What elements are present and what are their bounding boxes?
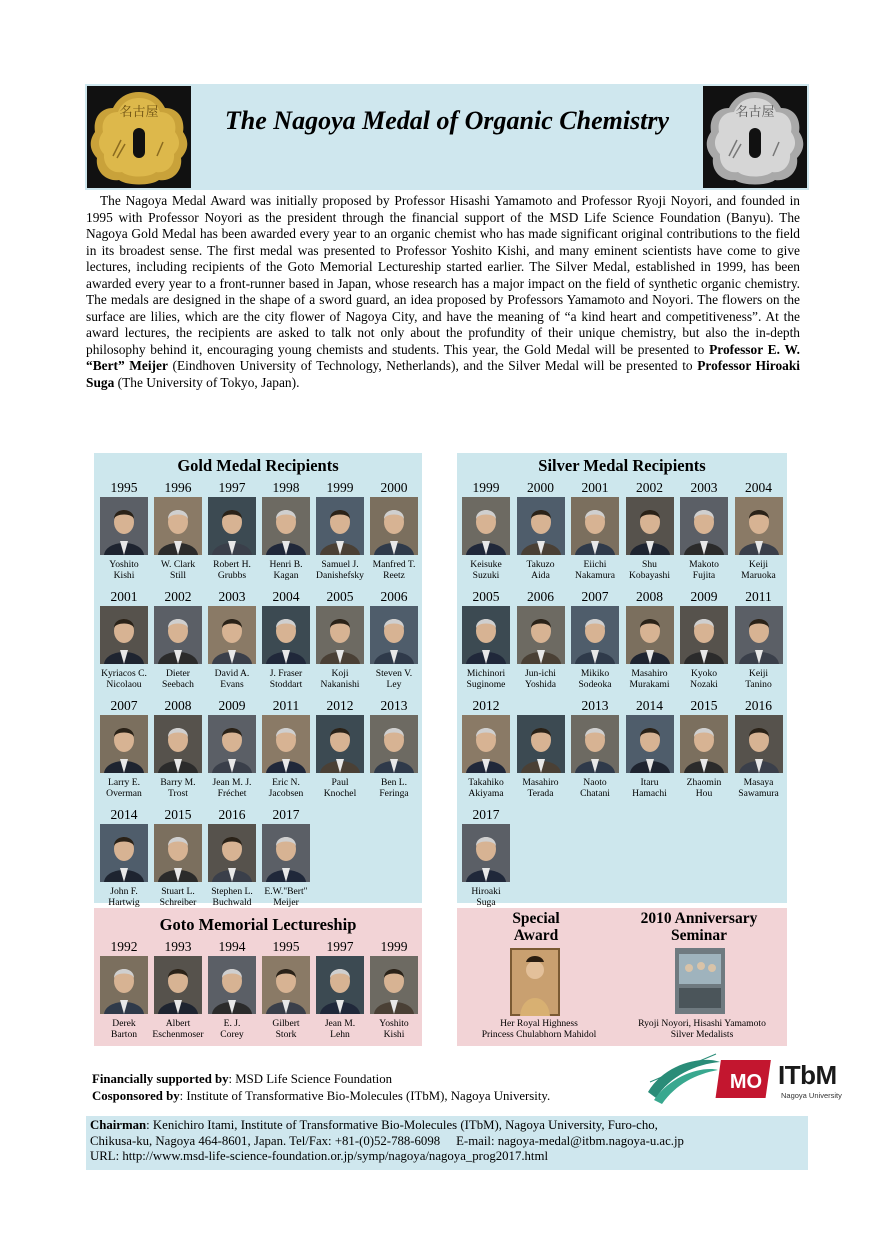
silver-recipient-name: Hiroaki Suga [471,886,501,908]
gold-recipient-portrait [100,824,148,882]
gold-recipient-year: 2011 [272,698,300,713]
silver-recipient-portrait [462,497,510,555]
silver-recipient-portrait [517,606,565,664]
goto-recipient-year: 1999 [380,939,408,954]
gold-recipient-portrait [316,606,364,664]
gold-recipient-name: David A. Evans [214,668,250,690]
silver-recipient-portrait [462,824,510,882]
silver-recipient-year: 2016 [745,698,772,713]
silver-recipient-name: Itaru Hamachi [632,777,667,799]
gold-recipient-portrait [154,606,202,664]
silver-recipient-portrait [517,715,565,773]
silver-recipient-name: Keisuke Suzuki [470,559,502,581]
gold-recipient-name: Samuel J. Danishefsky [316,559,364,581]
silver-recipient-portrait [735,715,783,773]
silver-recipient-portrait [680,606,728,664]
silver-recipient-portrait [462,606,510,664]
goto-recipient-year: 1995 [272,939,300,954]
special-panel [457,908,787,1046]
financial-support-line [92,1071,550,1088]
gold-recipient-name: Koji Nakanishi [320,668,360,690]
gold-recipient-year: 2016 [218,807,246,822]
silver-recipient-portrait [626,715,674,773]
intro-text-2: (Eindhoven University of Technology, Netherlands), and the Silver Medal will be presented to [167,358,698,373]
goto-recipient-year: 1992 [110,939,138,954]
silver-recipient-portrait [680,715,728,773]
gold-recipient-name: Stephen L. Buchwald [211,886,253,908]
silver-recipient-portrait [571,606,619,664]
gold-panel-title: Gold Medal Recipients [177,456,339,475]
silver-recipient-portrait [680,497,728,555]
silver-recipient-portrait [735,497,783,555]
silver-recipient-year: 2007 [581,589,609,604]
itbm-logo-text: ITbM [778,1060,837,1090]
silver-recipient-name: Keiji Tanino [745,668,772,690]
gold-medal-icon [87,86,191,188]
silver-recipient-portrait [735,606,783,664]
silver-recipient-year: 2014 [636,698,663,713]
silver-recipient-year: 2009 [690,589,718,604]
gold-recipient-name: W. Clark Still [160,559,196,581]
silver-medal-panel [457,453,787,908]
goto-recipient-name: Gilbert Stork [272,1018,300,1040]
gold-recipient-name: John F. Hartwig [108,886,140,908]
silver-recipient-year: 1999 [472,480,500,495]
gold-recipient-portrait [100,606,148,664]
gold-recipient-portrait [154,824,202,882]
goto-recipient-portrait [262,956,310,1014]
gold-recipient-year: 2003 [218,589,246,604]
silver-recipient-year: 2013 [581,698,609,713]
silver-recipient-portrait [571,497,619,555]
gold-awardee-name: Professor E. W. “Bert” Meijer [86,341,800,373]
gold-recipient-portrait [100,497,148,555]
gold-recipient-portrait [370,606,418,664]
gold-recipient-portrait [262,606,310,664]
cosponsor-value: : Institute of Transformative Bio-Molecules (ITbM), Nagoya University. [179,1089,551,1103]
silver-recipient-name: Jun-ichi Yoshida [524,668,556,690]
support-section [92,1071,550,1105]
svg-text:MO: MO [729,1071,763,1093]
gold-recipient-portrait [208,606,256,664]
silver-recipient-portrait [571,715,619,773]
chairman-line-1 [90,1118,804,1134]
gold-recipient-portrait [208,824,256,882]
financial-label: Financially supported by [92,1072,229,1086]
silver-recipient-name: Takuzo Aida [526,559,555,581]
silver-recipient-name: Keiji Maruoka [741,559,776,581]
gold-recipient-portrait [154,715,202,773]
gold-recipient-name: Paul Knochel [323,777,357,799]
goto-recipient-year: 1994 [218,939,246,954]
goto-recipient-portrait [100,956,148,1014]
silver-recipient-name: Kyoko Nozaki [690,668,718,690]
gold-recipient-name: Robert H. Grubbs [213,559,251,581]
gold-recipient-year: 2005 [326,589,354,604]
silver-panel-title: Silver Medal Recipients [538,456,706,475]
silver-recipient-portrait [517,497,565,555]
silver-recipient-portrait [626,606,674,664]
goto-lectureship-panel [94,908,422,1046]
gold-medal-panel [94,453,422,908]
seminar-photo [675,948,725,1014]
goto-panel-title: Goto Memorial Lectureship [159,915,357,934]
gold-recipient-year: 1999 [326,480,354,495]
gold-recipient-year: 2004 [272,589,300,604]
silver-recipient-name: Masahiro Terada [522,777,559,799]
princess-photo [510,948,560,1016]
gold-recipient-portrait [262,497,310,555]
gold-recipient-year: 2013 [380,698,408,713]
gold-recipient-year: 2001 [110,589,138,604]
goto-recipient-name: E. J. Corey [220,1018,244,1040]
seminar-title: 2010 Anniversary Seminar [640,910,758,944]
silver-recipient-portrait [626,497,674,555]
gold-recipient-year: 1998 [272,480,300,495]
gold-recipient-name: Jean M. J. Fréchet [212,777,252,799]
goto-recipient-portrait [154,956,202,1014]
gold-recipient-portrait [316,497,364,555]
gold-recipient-name: Steven V. Ley [375,668,413,690]
silver-recipient-year: 2001 [581,480,609,495]
gold-recipient-portrait [208,497,256,555]
gold-recipient-portrait [262,715,310,773]
goto-recipient-name: Albert Eschenmoser [152,1018,204,1040]
chairman-text: : Kenichiro Itami, Institute of Transformative Bio-Molecules (ITbM), Nagoya University, Furo-cho, [146,1118,658,1132]
goto-recipient-portrait [316,956,364,1014]
gold-recipient-year: 2000 [380,480,408,495]
gold-recipient-portrait [316,715,364,773]
silver-recipient-name: Masaya Sawamura [738,777,779,799]
silver-recipient-name: Makoto Fujita [689,559,719,581]
gold-recipient-name: Manfred T. Reetz [372,559,416,581]
header-banner [85,84,809,190]
silver-recipient-name: Zhaomin Hou [686,777,722,799]
gold-recipient-year: 1995 [110,480,138,495]
silver-recipient-name: Eiichi Nakamura [575,559,615,581]
gold-recipient-year: 2008 [164,698,192,713]
silver-medal-icon [703,86,807,188]
intro-paragraph [86,193,800,391]
gold-recipient-name: Eric N. Jacobsen [268,777,304,799]
silver-recipient-name: Naoto Chatani [580,777,610,799]
silver-recipient-name: Shu Kobayashi [628,559,671,581]
silver-recipient-year: 2008 [636,589,663,604]
gold-recipient-year: 2014 [110,807,138,822]
silver-recipient-name: Mikiko Sodeoka [578,668,612,690]
gold-recipient-name: Ben L. Feringa [379,777,409,799]
gold-recipient-year: 2012 [326,698,354,713]
goto-recipient-year: 1997 [326,939,354,954]
silver-recipient-year: 2006 [527,589,554,604]
gold-recipient-name: J. Fraser Stoddart [269,668,303,690]
chairman-label: Chairman [90,1118,147,1132]
gold-recipient-name: Kyriacos C. Nicolaou [101,668,147,690]
silver-recipient-year: 2004 [745,480,772,495]
goto-recipient-year: 1993 [164,939,192,954]
gold-recipient-name: Yoshito Kishi [109,559,139,581]
gold-recipient-portrait [154,497,202,555]
gold-recipient-portrait [208,715,256,773]
gold-recipient-portrait [262,824,310,882]
nagoya-university-text: Nagoya University [781,1091,842,1100]
goto-recipient-portrait [208,956,256,1014]
gold-recipient-name: E.W."Bert" Meijer [264,886,308,908]
gold-recipient-year: 2002 [164,589,192,604]
gold-recipient-name: Henri B. Kagan [269,559,303,581]
silver-recipient-name: Takahiko Akiyama [468,777,504,799]
gold-recipient-portrait [370,715,418,773]
svg-text:名古屋: 名古屋 [119,105,159,120]
silver-awardee-name: Professor Hiroaki Suga [86,358,801,390]
intro-text-3: (The University of Tokyo, Japan). [114,374,300,390]
silver-recipient-year: 2015 [690,698,718,713]
seminar-caption: Ryoji Noyori, Hisashi Yamamoto Silver Medalists [638,1018,766,1040]
gold-recipient-year: 1996 [164,480,192,495]
intro-text-1: The Nagoya Medal Award was initially proposed by Professor Hisashi Yamamoto and Professor Ryoji Noyori, and founded in 1995 with Professor Noyori as the president through the financial support of the MSD Life Science Foundation (Banyu). The Nagoya Gold Medal has been awarded every year to an organic chemist who has made significant original contributions to the field in its broadest sense. The first medal was presented to Professor Yoshito Kishi, and many eminent scientists have come to give lectures, including recipients of the Goto Memorial Lectureship started earlier. The Silver Medal, established in 1999, has been awarded every year to a front-runner based in Japan, whose research has a major impact on the field of synthetic organic chemistry. The medals are designed in the shape of a sword guard, an idea proposed by Professors Yamamoto and Noyori. The flowers on the surface are lilies, which are the city flower of Nagoya City, and have the meaning of “a kind heart and competitiveness”. At the award lectures, the recipients are asked to talk not only about the profundity of their unique chemistry, but also the in-depth philosophy behind it, encouraging young chemists and students. This year, the Gold Medal will be presented to [86,193,800,357]
gold-recipient-portrait [370,497,418,555]
special-award-title: Special Award [512,910,560,944]
silver-recipient-year: 2003 [690,480,718,495]
silver-recipient-year: 2011 [745,589,772,604]
gold-recipient-year: 1997 [218,480,246,495]
svg-text:名古屋: 名古屋 [735,105,775,120]
gold-recipient-year: 2009 [218,698,246,713]
page-title: The Nagoya Medal of Organic Chemistry [224,106,670,135]
gold-recipient-year: 2015 [164,807,192,822]
goto-recipient-name: Jean M. Lehn [324,1018,356,1040]
gold-recipient-name: Dieter Seebach [162,668,194,690]
princess-caption: Her Royal Highness Princess Chulabhorn Mahidol [481,1018,597,1040]
cosponsor-line [92,1088,550,1105]
gold-recipient-portrait [100,715,148,773]
silver-recipient-year: 2012 [472,698,500,713]
silver-recipient-name: Michinori Suginome [466,668,506,690]
gold-recipient-name: Stuart L. Schreiber [159,886,197,908]
silver-recipient-year: 2000 [527,480,554,495]
goto-recipient-name: Yoshito Kishi [379,1018,409,1040]
goto-recipient-name: Derek Barton [110,1018,138,1040]
silver-recipient-year: 2005 [472,589,500,604]
gold-recipient-year: 2017 [272,807,300,822]
gold-recipient-year: 2007 [110,698,138,713]
chairman-contact-box [86,1116,808,1170]
gold-recipient-name: Barry M. Trost [160,777,196,799]
cosponsor-label: Cosponsored by [92,1089,180,1103]
chairman-line-2: Chikusa-ku, Nagoya 464-8601, Japan. Tel/Fax: +81-(0)52-788-6098 E-mail: nagoya-medal@itbm.nagoya-u.ac.jp [90,1133,684,1148]
chairman-url[interactable]: URL: http://www.msd-life-science-foundation.or.jp/symp/nagoya/nagoya_prog2017.html [90,1149,549,1163]
silver-recipient-portrait [462,715,510,773]
financial-value: : MSD Life Science Foundation [228,1072,393,1086]
silver-recipient-year: 2002 [636,480,663,495]
goto-recipient-portrait [370,956,418,1014]
gold-recipient-year: 2006 [380,589,408,604]
gold-recipient-name: Larry E. Overman [106,777,142,799]
silver-recipient-year: 2017 [472,807,500,822]
silver-recipient-name: Masahiro Murakami [629,668,670,690]
